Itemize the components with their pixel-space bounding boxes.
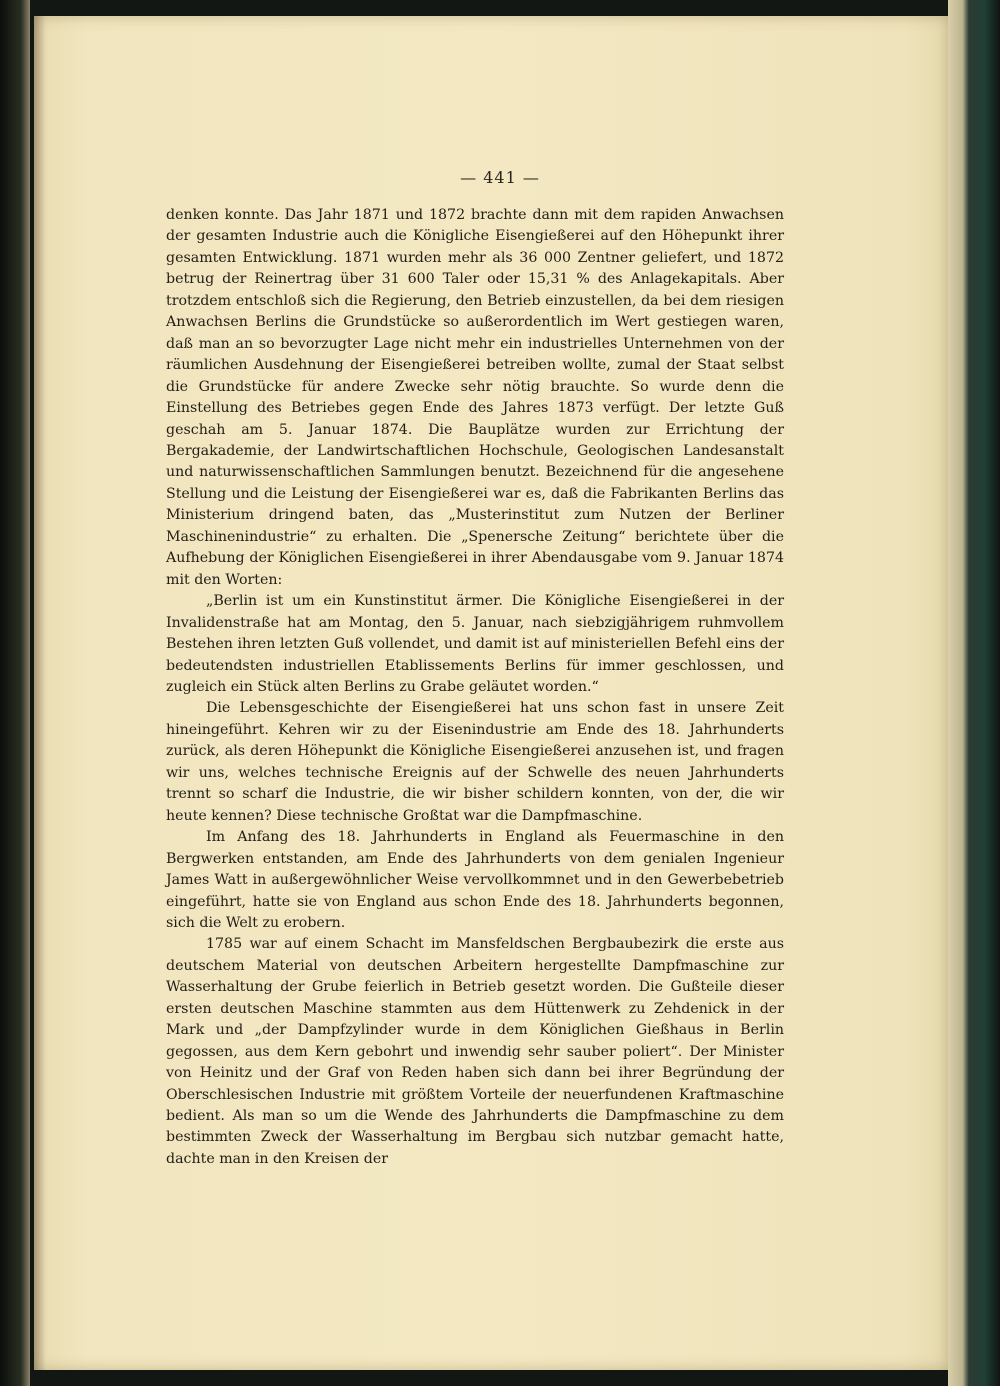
gutter-shadow [34, 16, 46, 1370]
paragraph: denken konnte. Das Jahr 1871 und 1872 brachte dann mit dem rapiden Anwachsen der gesamten Industrie auch die Königliche Eisengießerei auf den Höhepunkt ihrer gesamten Entwicklung. 1871 wurden mehr als 36 000 Zentner geliefert, und 1872 betrug der Reinertrag über 31 600 Taler oder 15,31 % des Anlagekapitals. Aber trotzdem entschloß sich die Regierung, den Betrieb einzustellen, da bei dem riesigen Anwachsen Berlins die Grundstücke so außerordentlich im Wert gestiegen waren, daß man an so bevorzugter Lage nicht mehr ein industrielles Unternehmen von der räumlichen Ausdehnung der Eisengießerei betreiben wollte, zumal der Staat selbst die Grundstücke für andere Zwecke sehr nötig brauchte. So wurde denn die Einstellung des Betriebes gegen Ende des Jahres 1873 verfügt. Der letzte Guß geschah am 5. Januar 1874. Die Bauplätze wurden zur Errichtung der Bergakademie, der Landwirtschaftlichen Hochschule, Geologischen Landesanstalt und naturwissenschaftlichen Sammlungen benutzt. Bezeichnend für die angesehene Stellung und die Leistung der Eisengießerei war es, daß die Fabrikanten Berlins das Ministerium dringend baten, das „Musterinstitut zum Nutzen der Berliner Maschinenindustrie“ zu erhalten. Die „Spenersche Zeitung“ berichtete über die Aufhebung der Königlichen Eisengießerei in ihrer Abendausgabe vom 9. Januar 1874 mit den Worten: [166, 207, 784, 588]
book-cover-edge [948, 0, 1000, 1386]
left-binding-edge [0, 0, 30, 1386]
body-text [166, 205, 784, 1375]
paragraph: 1785 war auf einem Schacht im Mansfeldschen Bergbaubezirk die erste aus deutschem Material von deutschen Arbeitern hergestellte Dampfmaschine zur Wasserhaltung der Grube feierlich in Betrieb gesetzt worden. Die Gußteile dieser ersten deutschen Maschine stammten aus dem Hüttenwerk zu Zehdenick in der Mark und „der Dampfzylinder wurde in dem Königlichen Gießhaus in Berlin gegossen, aus dem Kern gebohrt und inwendig sehr sauber poliert“. Der Minister von Heinitz und der Graf von Reden haben sich dann bei ihrer Begründung der Oberschlesischen Industrie mit größtem Vorteile der neuerfundenen Kraftmaschine bedient. Als man so um die Wende des Jahrhunderts die Dampfmaschine zu dem bestimmten Zweck der Wasserhaltung im Bergbau sich nutzbar gemacht hatte, dachte man in den Kreisen der [166, 936, 784, 1167]
paragraph: Die Lebensgeschichte der Eisengießerei hat uns schon fast in unsere Zeit hineingeführt. Kehren wir zu der Eisenindustrie am Ende des 18. Jahrhunderts zurück, als deren Höhepunkt die Königliche Eisengießerei anzusehen ist, und fragen wir uns, welches technische Ereignis auf der Schwelle des neuen Jahrhunderts trennt so scharf die Industrie, die wir bisher schildern konnten, von der, die wir heute kennen? Diese technische Großtat war die Dampfmaschine. [166, 700, 784, 824]
paragraph: Im Anfang des 18. Jahrhunderts in England als Feuermaschine in den Bergwerken entstanden, am Ende des Jahrhunderts von dem genialen Ingenieur James Watt in außergewöhnlicher Weise vervollkommnet und in den Gewerbebetrieb eingeführt, hatte sie von England aus schon Ende des 18. Jahrhunderts begonnen, sich die Welt zu erobern. [166, 829, 784, 931]
quote-paragraph: „Berlin ist um ein Kunstinstitut ärmer. Die Königliche Eisengießerei in der Invalidenstraße hat am Montag, den 5. Januar, nach siebzigjährigem ruhmvollem Bestehen ihren letzten Guß vollendet, und damit ist auf ministeriellen Befehl eins der bedeutendsten industriellen Etablissements Berlins für immer geschlossen, und zugleich ein Stück alten Berlins zu Grabe geläutet worden.“ [166, 593, 784, 695]
page-number: — 441 — [460, 168, 540, 187]
